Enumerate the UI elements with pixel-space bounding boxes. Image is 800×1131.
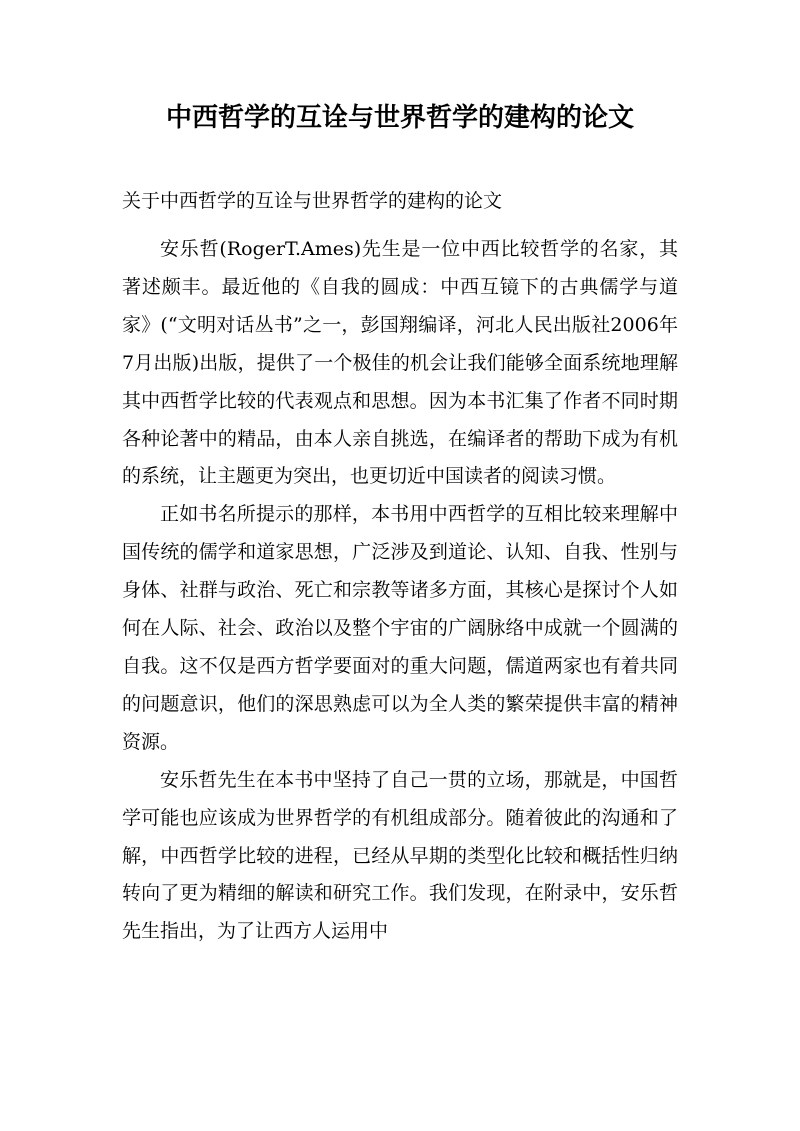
paragraph: 正如书名所提示的那样，本书用中西哲学的互相比较来理解中国传统的儒学和道家思想，广泛涉及到道论、认知、自我、性别与身体、社群与政治、死亡和宗教等诸多方面，其核心是探讨个人如何在人际、社会、政治以及整个宇宙的广阔脉络中成就一个圆满的自我。这不仅是西方哲学要面对的重大问题，儒道两家也有着共同的问题意识，他们的深思熟虑可以为全人类的繁荣提供丰富的精神资源。: [122, 503, 678, 753]
document-body: [122, 231, 678, 951]
paragraph: 安乐哲(RogerT.Ames)先生是一位中西比较哲学的名家，其著述颇丰。最近他的《自我的圆成：中西互镜下的古典儒学与道家》(“文明对话丛书”之一，彭国翔编译，河北人民出版社2006年7月出版)出版，提供了一个极佳的机会让我们能够全面系统地理解其中西哲学比较的代表观点和思想。因为本书汇集了作者不同时期各种论著中的精品，由本人亲自挑选，在编译者的帮助下成为有机的系统，让主题更为突出，也更切近中国读者的阅读习惯。: [122, 238, 678, 488]
document-title: 中西哲学的互诠与世界哲学的建构的论文: [165, 103, 634, 133]
paragraph: 安乐哲先生在本书中坚持了自己一贯的立场，那就是，中国哲学可能也应该成为世界哲学的有机组成部分。随着彼此的沟通和了解，中西哲学比较的进程，已经从早期的类型化比较和概括性归纳转向了更为精细的解读和研究工作。我们发现，在附录中，安乐哲先生指出，为了让西方人运用中: [122, 768, 678, 943]
document-subtitle: 关于中西哲学的互诠与世界哲学的建构的论文: [122, 190, 503, 212]
